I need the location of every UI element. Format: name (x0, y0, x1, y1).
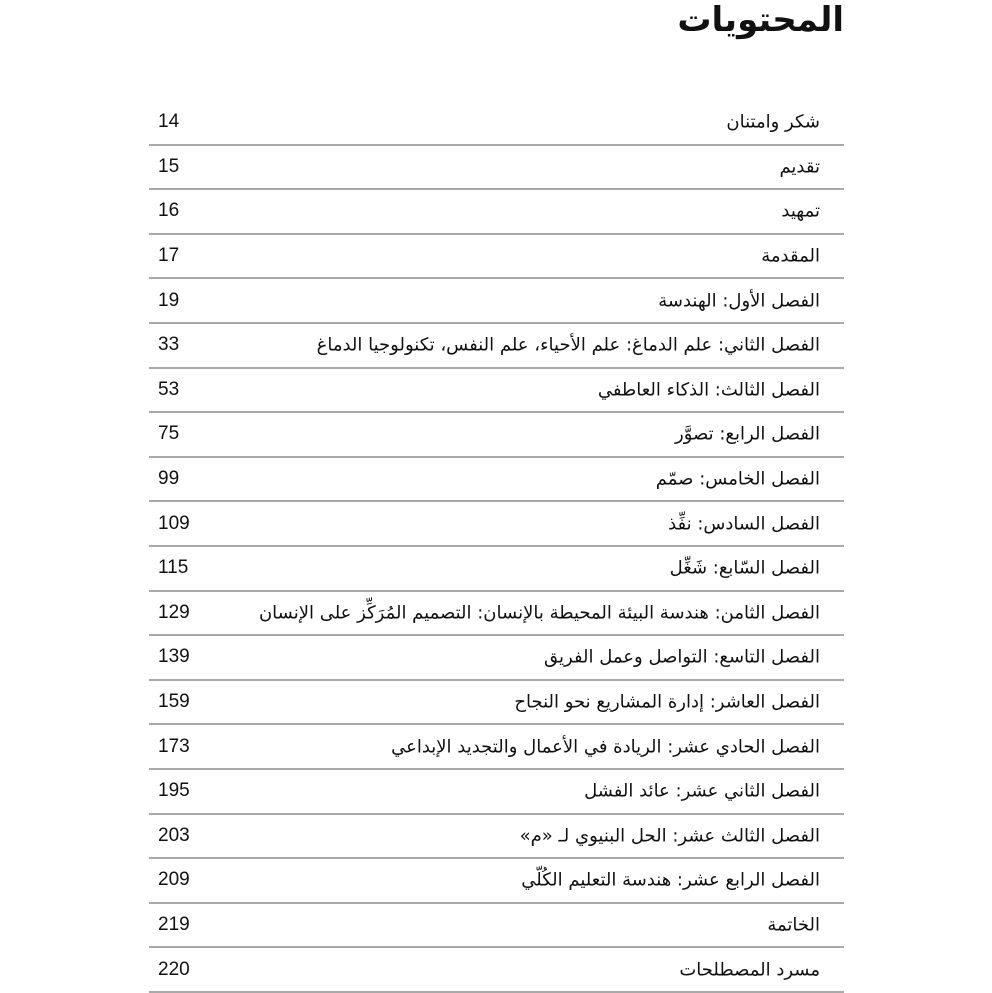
toc-entry-title: الفصل الرابع عشر: هندسة التعليم الكُلّي (521, 869, 820, 891)
toc-page-number: 173 (158, 735, 190, 757)
toc-entry-title: شكر وامتنان (726, 111, 820, 133)
toc-page-number: 17 (158, 245, 180, 267)
toc-row (149, 369, 844, 414)
toc-page-number: 203 (158, 824, 190, 846)
toc-row (149, 725, 844, 770)
toc-row (149, 547, 844, 592)
toc-row (149, 458, 844, 503)
toc-entry-title: تقديم (779, 156, 820, 178)
toc-entry-title: الفصل الأول: الهندسة (658, 290, 820, 312)
toc-entry-title: الفصل الثاني عشر: عائد الفشل (584, 780, 820, 802)
toc-page-number: 115 (158, 557, 189, 579)
toc-entry-title: تمهيد (781, 200, 820, 222)
toc-page-number: 219 (158, 913, 190, 935)
toc-entry-title: الفصل الثاني: علم الدماغ: علم الأحياء، علم النفس، تكنولوجيا الدماغ (316, 334, 820, 356)
toc-page-number: 129 (158, 601, 190, 623)
toc-page-number: 195 (158, 780, 190, 802)
table-of-contents (149, 101, 844, 993)
toc-page-number: 75 (158, 423, 180, 445)
toc-entry-title: الفصل الثالث عشر: الحل البنيوي لـ «م» (519, 825, 820, 847)
toc-row (149, 190, 844, 235)
toc-page-number: 109 (158, 512, 190, 534)
toc-row (149, 904, 844, 949)
toc-row (149, 101, 844, 146)
toc-row (149, 681, 844, 726)
toc-row (149, 815, 844, 860)
toc-page-number: 220 (158, 958, 190, 980)
toc-entry-title: الفصل السّابع: شَغِّل (669, 557, 820, 579)
toc-page-number: 14 (158, 111, 180, 133)
toc-row (149, 235, 844, 280)
toc-row (149, 279, 844, 324)
toc-page-number: 33 (158, 334, 180, 356)
toc-page-number: 19 (158, 289, 180, 311)
toc-row (149, 948, 844, 993)
toc-entry-title: الفصل الثامن: هندسة البيئة المحيطة بالإنسان: التصميم المُرَكِّز على الإنسان (258, 602, 820, 624)
toc-row (149, 413, 844, 458)
toc-row (149, 592, 844, 637)
toc-row (149, 636, 844, 681)
toc-entry-title: الفصل الخامس: صمّم (655, 468, 820, 490)
toc-page-number: 15 (158, 155, 180, 177)
toc-row (149, 502, 844, 547)
toc-page-number: 53 (158, 378, 180, 400)
toc-row (149, 770, 844, 815)
toc-entry-title: الفصل الحادي عشر: الريادة في الأعمال والتجديد الإبداعي (391, 736, 820, 758)
toc-page-number: 159 (158, 691, 190, 713)
toc-page-number: 99 (158, 468, 180, 490)
toc-page-number: 16 (158, 200, 180, 222)
toc-entry-title: الفصل العاشر: إدارة المشاريع نحو النجاح (514, 691, 820, 713)
toc-entry-title: الفصل الرابع: تصوَّر (675, 423, 820, 445)
toc-entry-title: الفصل السادس: نفِّذ (668, 513, 820, 535)
toc-entry-title: مسرد المصطلحات (679, 959, 820, 981)
toc-entry-title: الخاتمة (767, 914, 820, 936)
toc-entry-title: الفصل التاسع: التواصل وعمل الفريق (544, 646, 820, 668)
page-title: المحتويات (677, 0, 844, 40)
toc-row (149, 324, 844, 369)
toc-entry-title: المقدمة (761, 245, 820, 267)
toc-page-number: 139 (158, 646, 190, 668)
toc-page-number: 209 (158, 869, 190, 891)
toc-row (149, 859, 844, 904)
toc-row (149, 146, 844, 191)
toc-entry-title: الفصل الثالث: الذكاء العاطفي (597, 379, 820, 401)
